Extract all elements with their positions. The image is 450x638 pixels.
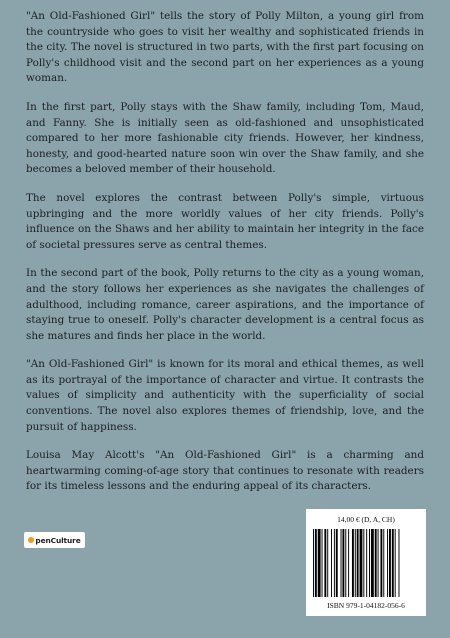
price-text: 14,00 € (D, A, CH) (337, 515, 395, 524)
barcode-label (306, 509, 426, 616)
description-paragraph-6: Louisa May Alcott's "An Old-Fashioned Girl" is a charming and heartwarming coming-of-age story that continues to resonate with readers for its timeless lessons and the enduring appeal of its characters. (26, 449, 424, 493)
isbn-text: ISBN 979-1-04182-056-6 (327, 601, 405, 610)
open-culture-o-icon (28, 537, 34, 543)
publisher-logo-text: penCulture (35, 535, 81, 545)
description-paragraph-5: "An Old-Fashioned Girl" is known for its moral and ethical themes, as well as its portrayal of the importance of character and virtue. It contrasts the values of simplicity and authenticity with the superficiality of social conventions. The novel also explores themes of friendship, love, and the pursuit of happiness. (26, 358, 424, 433)
barcode-icon (311, 529, 421, 597)
description-paragraph-3: The novel explores the contrast between Polly's simple, virtuous upbringing and the more worldly values of her city friends. Polly's influence on the Shaws and her ability to maintain her integrity in the face of societal pressures serve as central themes. (26, 191, 424, 251)
publisher-logo (24, 532, 85, 548)
description-paragraph-1: "An Old-Fashioned Girl" tells the story of Polly Milton, a young girl from the countryside who goes to visit her wealthy and sophisticated friends in the city. The novel is structured in two parts, with the first part focusing on Polly's childhood visit and the second part on her experiences as a young woman. (26, 10, 424, 85)
description-paragraph-2: In the first part, Polly stays with the Shaw family, including Tom, Maud, and Fanny. She is initially seen as old-fashioned and unsophisticated compared to her more fashionable city friends. However, her kindness, honesty, and good-hearted nature soon win over the Shaw family, and she becomes a beloved member of their household. (26, 100, 424, 176)
back-cover-description (26, 9, 424, 508)
description-paragraph-4: In the second part of the book, Polly returns to the city as a young woman, and the story follows her experiences as she navigates the challenges of adulthood, including romance, career aspirations, and the importance of staying true to oneself. Polly's character development is a central focus as she matures and finds her place in the world. (26, 267, 424, 342)
